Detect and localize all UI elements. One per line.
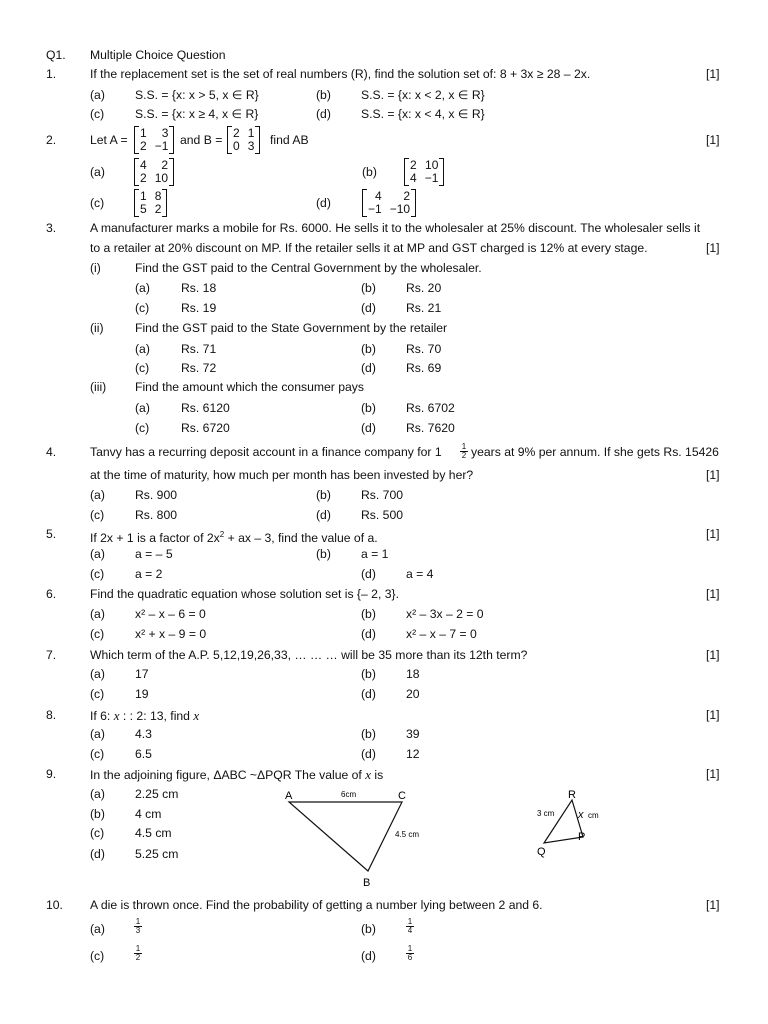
- question-number: 2.: [46, 133, 57, 147]
- option-label: (d): [361, 687, 376, 701]
- question-text: In the adjoining figure, ΔABC ~ΔPQR The value of x is: [90, 767, 384, 782]
- question-text: If 6: x : : 2: 13, find x: [90, 708, 200, 723]
- option-text: Rs. 6720: [181, 421, 230, 435]
- option-label: (b): [316, 488, 331, 502]
- option-label: (a): [90, 88, 105, 102]
- option-label: (a): [90, 922, 105, 936]
- option-fraction: 1 6: [407, 944, 413, 962]
- option-text: Rs. 7620: [406, 421, 455, 435]
- option-text: Rs. 6120: [181, 401, 230, 415]
- question-text: A manufacturer marks a mobile for Rs. 6000. He sells it to the wholesaler at 25% discount. The wholesaler sells it: [90, 221, 701, 235]
- option-text: Rs. 500: [361, 508, 404, 522]
- marks: [1]: [706, 468, 720, 482]
- option-label: (a): [135, 342, 150, 356]
- matrix-a: 1 3 2 −1: [134, 126, 174, 154]
- option-text: a = – 5: [135, 547, 173, 561]
- question-number: 8.: [46, 708, 57, 722]
- question-number: 7.: [46, 648, 57, 662]
- question-text: Find the quadratic equation whose solution set is {– 2, 3}.: [90, 587, 399, 601]
- subpart-label: (iii): [90, 380, 107, 394]
- option-text: 12: [406, 747, 420, 761]
- option-text: S.S. = {x: x < 2, x ∈ R}: [361, 88, 485, 102]
- option-text: Rs. 18: [181, 281, 217, 295]
- option-label: (a): [90, 488, 105, 502]
- option-label: (c): [90, 687, 105, 701]
- matrix-b: 2 1 0 3: [227, 126, 260, 154]
- side-rp-variable: x: [578, 809, 584, 821]
- option-label: (d): [361, 949, 376, 963]
- option-text: 17: [135, 667, 149, 681]
- question-number: 3.: [46, 221, 57, 235]
- side-qr-label: 3 cm: [537, 809, 555, 818]
- option-fraction: 1 2: [135, 944, 141, 962]
- question-text: Let A =: [90, 133, 128, 147]
- marks: [1]: [706, 708, 720, 722]
- option-label: (b): [361, 667, 376, 681]
- question-text: at the time of maturity, how much per month has been invested by her?: [90, 468, 474, 482]
- question-text: and B =: [180, 133, 223, 147]
- marks: [1]: [706, 133, 720, 147]
- option-label: (b): [361, 401, 376, 415]
- fraction-half: 1 2: [461, 442, 467, 460]
- option-text: x² – 3x – 2 = 0: [406, 607, 484, 621]
- option-text: 4.3: [135, 727, 152, 741]
- subpart-label: (ii): [90, 321, 104, 335]
- marks: [1]: [706, 527, 720, 541]
- question-number: 6.: [46, 587, 57, 601]
- option-label: (b): [316, 88, 331, 102]
- option-text: 4 cm: [135, 807, 162, 821]
- option-text: a = 2: [135, 567, 163, 581]
- option-label: (a): [90, 547, 105, 561]
- option-text: 20: [406, 687, 420, 701]
- option-label: (c): [90, 508, 105, 522]
- subpart-label: (i): [90, 261, 101, 275]
- option-text: a = 4: [406, 567, 434, 581]
- option-text: 4.5 cm: [135, 826, 172, 840]
- matrix-option-d: 4 2 −1 −10: [362, 189, 416, 217]
- option-label: (a): [90, 607, 105, 621]
- option-text: Rs. 19: [181, 301, 217, 315]
- marks: [1]: [706, 587, 720, 601]
- option-label: (c): [90, 196, 105, 210]
- option-fraction: 1 3: [135, 917, 141, 935]
- option-text: x² – x – 7 = 0: [406, 627, 477, 641]
- option-label: (d): [361, 627, 376, 641]
- option-label: (b): [361, 281, 376, 295]
- question-number: 1.: [46, 67, 57, 81]
- subpart-text: Find the GST paid to the State Government by the retailer: [135, 321, 448, 335]
- option-label: (b): [361, 922, 376, 936]
- option-label: (c): [135, 421, 150, 435]
- section-number: Q1.: [46, 48, 66, 62]
- question-text: Tanvy has a recurring deposit account in a finance company for 1: [90, 445, 442, 459]
- option-label: (b): [316, 547, 331, 561]
- option-label: (d): [361, 567, 376, 581]
- option-label: (b): [362, 165, 377, 179]
- option-label: (c): [90, 949, 105, 963]
- option-label: (d): [90, 847, 105, 861]
- question-text: to a retailer at 20% discount on MP. If the retailer sells it at MP and GST charged is 12% at every stage.: [90, 241, 648, 255]
- option-text: S.S. = {x: x > 5, x ∈ R}: [135, 88, 259, 102]
- option-text: Rs. 72: [181, 361, 217, 375]
- question-number: 4.: [46, 445, 57, 459]
- option-text: Rs. 21: [406, 301, 442, 315]
- option-text: x² + x – 9 = 0: [135, 627, 207, 641]
- subpart-text: Find the GST paid to the Central Government by the wholesaler.: [135, 261, 482, 275]
- option-text: 39: [406, 727, 420, 741]
- question-number: 9.: [46, 767, 57, 781]
- option-text: Rs. 69: [406, 361, 442, 375]
- question-text: If 2x + 1 is a factor of $2x^2$ + ax – 3, find the value of a.: [90, 530, 378, 546]
- option-label: (a): [90, 165, 105, 179]
- matrix-option-b: 2 10 4 −1: [404, 158, 444, 186]
- option-text: Rs. 700: [361, 488, 404, 502]
- question-text: A die is thrown once. Find the probability of getting a number lying between 2 and 6.: [90, 898, 543, 912]
- option-text: 18: [406, 667, 420, 681]
- option-text: 2.25 cm: [135, 787, 179, 801]
- option-label: (a): [135, 401, 150, 415]
- option-label: (d): [316, 196, 331, 210]
- vertex-p-label: P: [578, 831, 586, 843]
- vertex-c-label: C: [398, 790, 406, 802]
- option-text: Rs. 20: [406, 281, 442, 295]
- option-text: x² – x – 6 = 0: [135, 607, 206, 621]
- question-text: If the replacement set is the set of real numbers (R), find the solution set of: 8 + 3x ≥ 28 – 2x.: [90, 67, 591, 81]
- option-text: Rs. 800: [135, 508, 178, 522]
- marks: [1]: [706, 648, 720, 662]
- option-label: (b): [90, 807, 105, 821]
- option-label: (d): [361, 361, 376, 375]
- matrix-option-c: 1 8 5 2: [134, 189, 167, 217]
- option-text: Rs. 6702: [406, 401, 455, 415]
- vertex-a-label: A: [285, 790, 293, 802]
- option-label: (d): [316, 107, 331, 121]
- subpart-text: Find the amount which the consumer pays: [135, 380, 364, 394]
- question-text: years at 9% per annum. If she gets Rs. 15426: [471, 445, 719, 459]
- option-label: (d): [316, 508, 331, 522]
- question-text: find AB: [270, 133, 309, 147]
- option-text: S.S. = {x: x < 4, x ∈ R}: [361, 107, 485, 121]
- option-label: (c): [90, 747, 105, 761]
- option-label: (c): [135, 301, 150, 315]
- marks: [1]: [706, 241, 720, 255]
- marks: [1]: [706, 67, 720, 81]
- option-label: (b): [361, 607, 376, 621]
- matrix-option-a: 4 2 2 10: [134, 158, 174, 186]
- option-text: 5.25 cm: [135, 847, 179, 861]
- option-label: (c): [90, 826, 105, 840]
- question-number: 10.: [46, 898, 63, 912]
- question-number: 5.: [46, 527, 57, 541]
- vertex-q-label: Q: [537, 846, 546, 858]
- option-fraction: 1 4: [407, 917, 413, 935]
- option-text: 19: [135, 687, 149, 701]
- option-label: (c): [90, 627, 105, 641]
- option-text: Rs. 70: [406, 342, 442, 356]
- vertex-r-label: R: [568, 789, 576, 801]
- option-text: Rs. 900: [135, 488, 178, 502]
- option-label: (d): [361, 421, 376, 435]
- question-text: Which term of the A.P. 5,12,19,26,33, … … … will be 35 more than its 12th term?: [90, 648, 528, 662]
- option-label: (c): [90, 107, 105, 121]
- option-text: Rs. 71: [181, 342, 217, 356]
- option-text: S.S. = {x: x ≥ 4, x ∈ R}: [135, 107, 259, 121]
- option-label: (b): [361, 342, 376, 356]
- option-label: (c): [135, 361, 150, 375]
- option-label: (a): [90, 667, 105, 681]
- option-text: 6.5: [135, 747, 152, 761]
- section-title: Multiple Choice Question: [90, 48, 226, 62]
- option-label: (b): [361, 727, 376, 741]
- side-rp-unit: cm: [588, 811, 599, 820]
- marks: [1]: [706, 898, 720, 912]
- option-text: a = 1: [361, 547, 389, 561]
- option-label: (d): [361, 747, 376, 761]
- option-label: (c): [90, 567, 105, 581]
- option-label: (a): [90, 727, 105, 741]
- option-label: (a): [135, 281, 150, 295]
- side-cb-label: 4.5 cm: [395, 830, 420, 839]
- option-label: (d): [361, 301, 376, 315]
- vertex-b-label: B: [363, 877, 371, 889]
- marks: [1]: [706, 767, 720, 781]
- side-ac-label: 6cm: [341, 790, 357, 799]
- option-label: (a): [90, 787, 105, 801]
- triangle-abc: [289, 802, 402, 871]
